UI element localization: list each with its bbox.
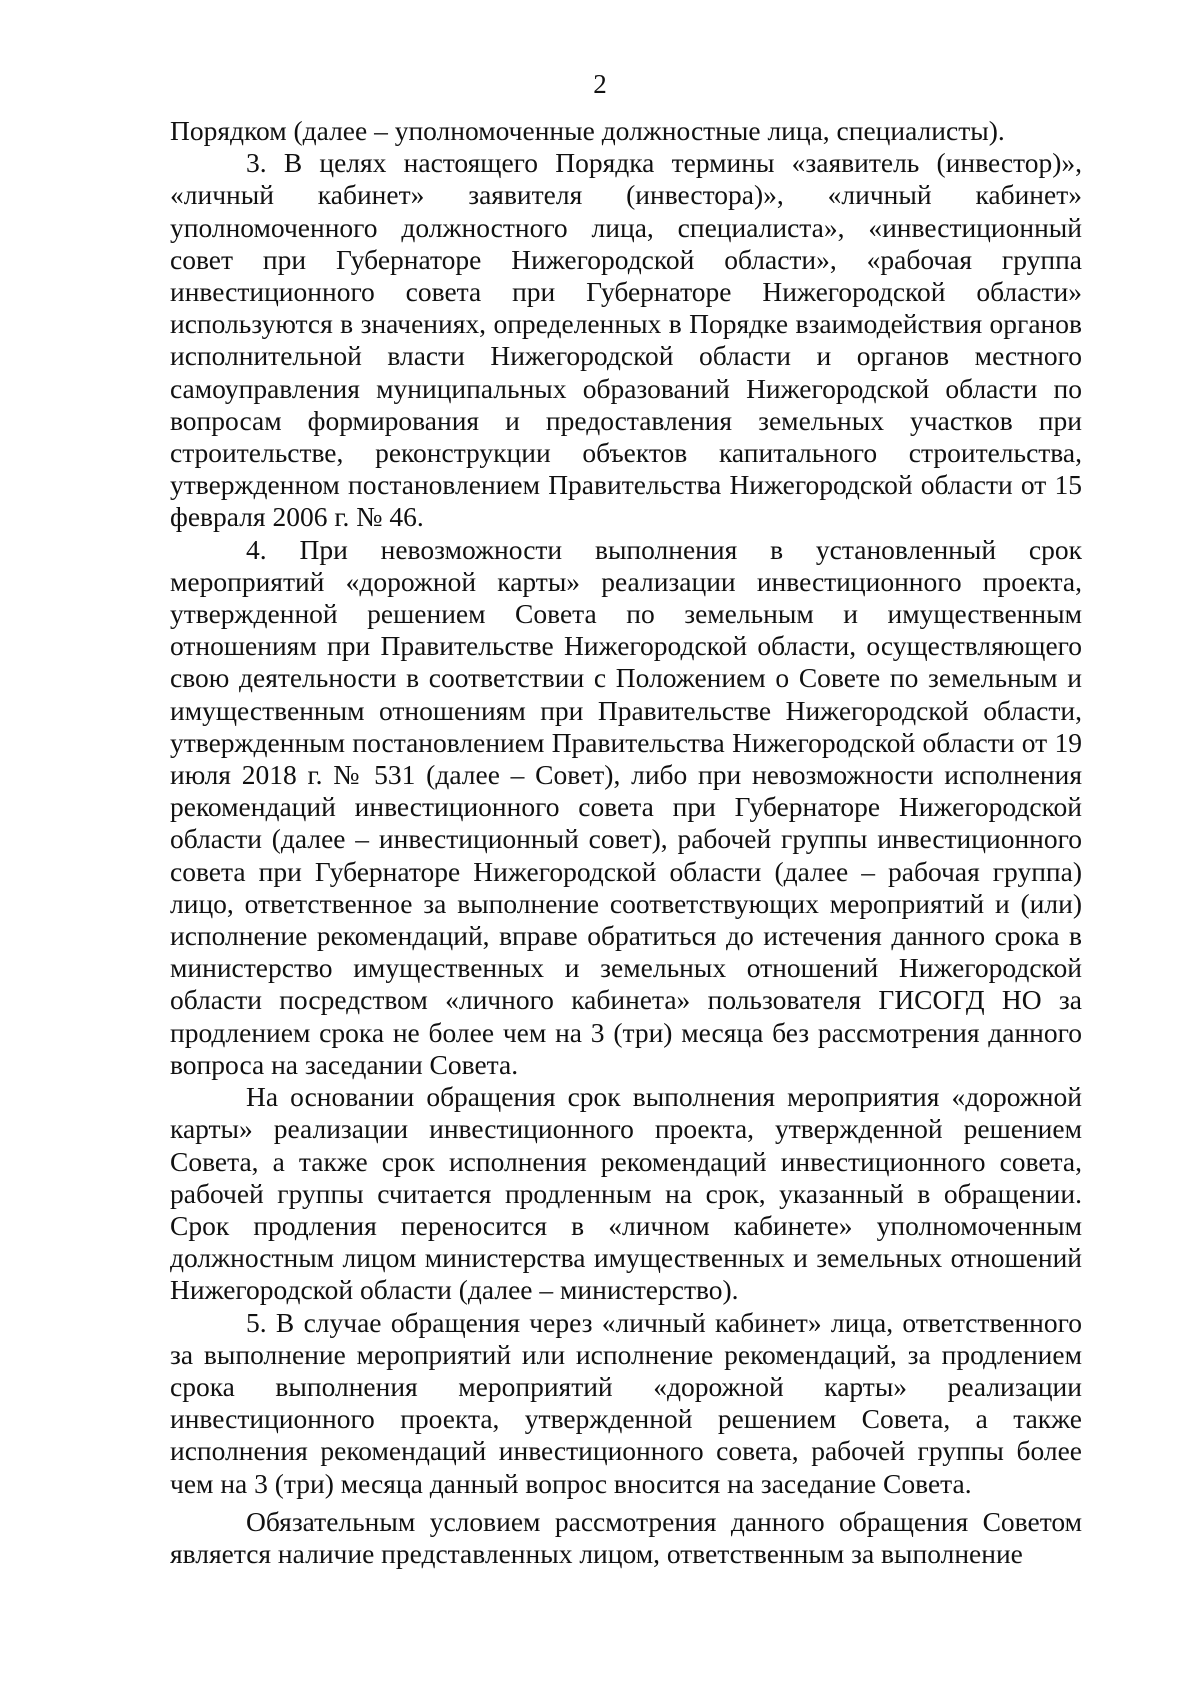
paragraph-continuation: Порядком (далее – уполномоченные должностные лица, специалисты).: [170, 115, 1005, 146]
paragraph-item-3: 3. В целях настоящего Порядка термины «заявитель (инвестор)», «личный кабинет» заявителя (инвестора)», «личный кабинет» уполномоченного должностного лица, специалиста», «инвестиционный совет при Губернаторе Нижегородской области», «рабочая группа инвестиционного совета при Губернаторе Нижегородской области» используются в значениях, определенных в Порядке взаимодействия органов исполнительной власти Нижегородской области и органов местного самоуправления муниципальных образований Нижегородской области по вопросам формирования и предоставления земельных участков при строительстве, реконструкции объектов капитального строительства, утвержденном постановлением Правительства Нижегородской области от 15 февраля 2006 г. № 46.: [170, 147, 1082, 533]
paragraph-extension-basis: На основании обращения срок выполнения мероприятия «дорожной карты» реализации инвестиционного проекта, утвержденной решением Совета, а также срок исполнения рекомендаций инвестиционного совета, рабочей группы считается продленным на срок, указанный в обращении. Срок продления переносится в «личном кабинете» уполномоченным должностным лицом министерства имущественных и земельных отношений Нижегородской области (далее – министерство).: [170, 1081, 1082, 1306]
paragraph-item-5: 5. В случае обращения через «личный кабинет» лица, ответственного за выполнение мероприятий или исполнение рекомендаций, за продлением срока выполнения мероприятий «дорожной карты» реализации инвестиционного проекта, утвержденной решением Совета, а также исполнения рекомендаций инвестиционного совета, рабочей группы более чем на 3 (три) месяца данный вопрос вносится на заседание Совета.: [170, 1306, 1082, 1499]
paragraph-mandatory-condition: Обязательным условием рассмотрения данного обращения Советом является наличие представленных лицом, ответственным за выполнение: [170, 1505, 1082, 1569]
page-number: 2: [593, 69, 607, 99]
paragraph-item-4: 4. При невозможности выполнения в установленный срок мероприятий «дорожной карты» реализации инвестиционного проекта, утвержденной решением Совета по земельным и имущественным отношениям при Правительстве Нижегородской области, осуществляющего свою деятельности в соответствии с Положением о Совете по земельным и имущественным отношениям при Правительстве Нижегородской области, утвержденным постановлением Правительства Нижегородской области от 19 июля 2018 г. № 531 (далее – Совет), либо при невозможности исполнения рекомендаций инвестиционного совета при Губернаторе Нижегородской области (далее – инвестиционный совет), рабочей группы инвестиционного совета при Губернаторе Нижегородской области (далее – рабочая группа) лицо, ответственное за выполнение соответствующих мероприятий и (или) исполнение рекомендаций, вправе обратиться до истечения данного срока в министерство имущественных и земельных отношений Нижегородской области посредством «личного кабинета» пользователя ГИСОГД НО за продлением срока не более чем на 3 (три) месяца без рассмотрения данного вопроса на заседании Совета.: [170, 533, 1082, 1080]
document-body: [170, 115, 1082, 1570]
